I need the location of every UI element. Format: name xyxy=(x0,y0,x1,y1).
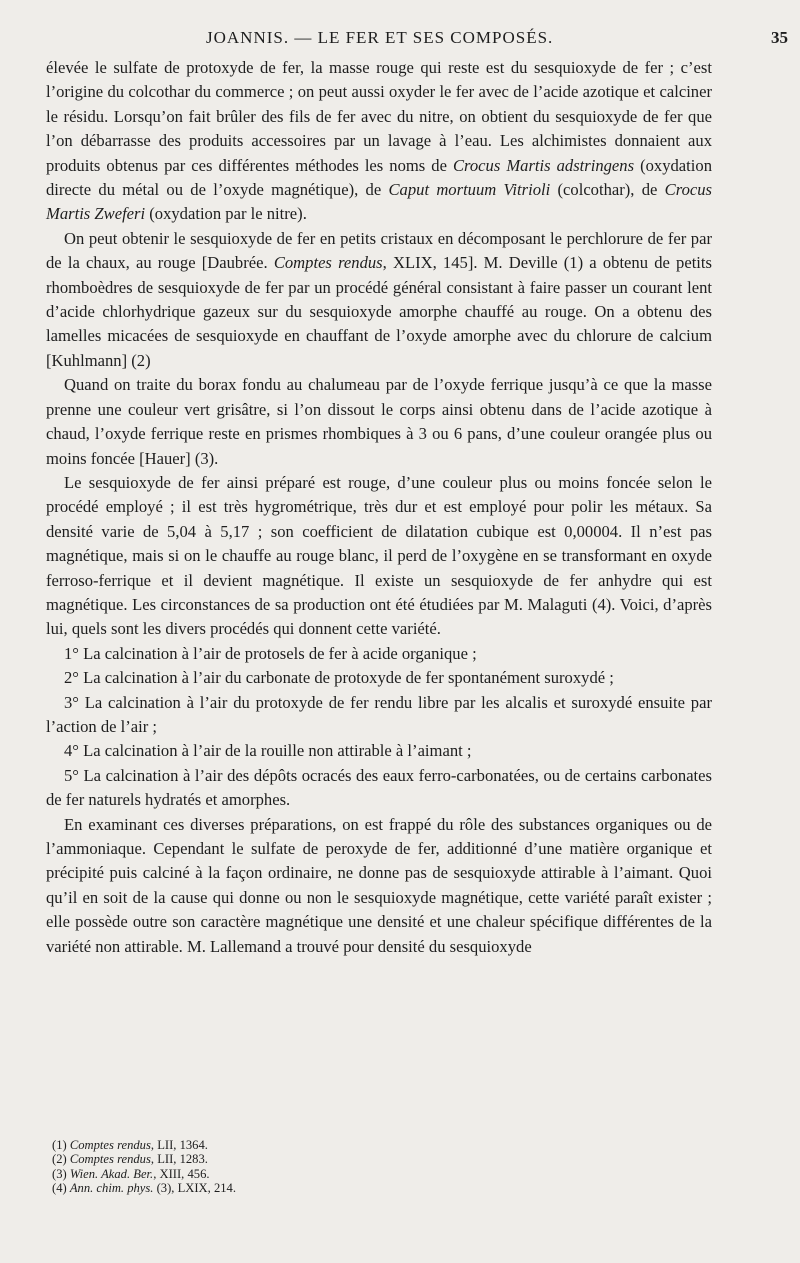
text-run: 2° La calcination à l’air du carbonate de protoxyde de fer spontanément suroxydé ; xyxy=(64,668,614,688)
text-run: 3° La calcination à l’air du protoxyde de fer rendu libre par les alcalis et suroxydé ensuite par l’action de l’air ; xyxy=(46,692,712,736)
paragraph xyxy=(46,666,712,690)
text-run: Quand on traite du borax fondu au chalumeau par de l’oxyde ferrique jusqu’à ce que la masse prenne une couleur vert grisâtre, si l’on dissout le corps ainsi obtenu dans de l’acide azotique à chaud, l’oxyde ferrique reste en prismes rhombiques à 3 ou 6 pans, d’une couleur orangée plus ou moins foncée [Hauer] (3). xyxy=(46,375,712,468)
italic-term: Caput mortuum Vitrioli xyxy=(388,180,551,200)
running-title: JOANNIS. — LE FER ET SES COMPOSÉS. xyxy=(206,28,554,47)
italic-term: Crocus Martis Zweferi xyxy=(46,180,712,224)
footnote-mark: (4) xyxy=(52,1181,67,1196)
footnote xyxy=(52,1138,236,1152)
italic-term: Comptes rendus xyxy=(273,253,383,273)
text-run: , XLIX, 145]. M. Deville (1) a obtenu de petits rhomboèdres de sesquioxyde de fer par un procédé général consistant à faire passer un courant lent d’acide chlorhydrique gazeux sur du sesquioxyde amorphe chauffé au rouge. On a obtenu des lamelles micacées de sesquioxyde en chauffant de l’oxyde amorphe avec du chlorure de calcium [Kuhlmann] (2) xyxy=(46,253,712,370)
text-run: élevée le sulfate de protoxyde de fer, la masse rouge qui reste est du sesquioxyde de fer ; c’est l’origine du colcothar du commerce ; on peut aussi oxyder le fer avec de l’acide azotique et calciner le résidu. Lorsqu’on fait brûler des fils de fer avec du nitre, on obtient du sesquioxyde de fer que l’on débarrasse des produits accessoires par un lavage à l’eau. Les alchimistes donnaient aux produits obtenus par ces différentes méthodes les noms de xyxy=(46,58,712,175)
text-run: 5° La calcination à l’air des dépôts ocracés des eaux ferro-carbonatées, ou de certains carbonates de fer naturels hydratés et amorphes. xyxy=(46,765,712,810)
page-number: 35 xyxy=(771,28,788,47)
text-run: (oxydation par le nitre). xyxy=(145,204,307,224)
footnote-mark: (2) xyxy=(52,1152,67,1167)
footnote-source: Comptes rendus xyxy=(69,1138,151,1152)
paragraph xyxy=(46,764,712,813)
paragraph xyxy=(46,373,712,471)
text-run: On peut obtenir le sesquioxyde de fer en petits cristaux en décomposant le perchlorure de fer par de la chaux, au rouge [Daubrée. xyxy=(46,228,712,273)
paragraph xyxy=(46,471,712,642)
text-run: En examinant ces diverses préparations, on est frappé du rôle des substances organiques ou de l’ammoniaque. Cependant le sulfate de peroxyde de fer, additionné d’une matière organique et précipité puis calciné à la façon ordinaire, ne donne pas de sesquioxyde attirable à l’aimant. Quoi qu’il en soit de la cause qui donne ou non le sesquioxyde magnétique, cette variété paraît exister ; elle possède outre son caractère magnétique une densité et une chaleur spécifique différentes de la variété non attirable. M. Lallemand a trouvé pour densité du sesquioxyde xyxy=(46,814,712,956)
footnotes xyxy=(52,1138,236,1196)
text-run: (oxydation directe du métal ou de l’oxyde magnétique), de xyxy=(46,155,712,200)
footnote xyxy=(52,1167,236,1181)
page-header xyxy=(46,22,788,56)
footnote-reference: , XIII, 456. xyxy=(153,1166,210,1181)
footnote-reference: , LII, 1364. xyxy=(150,1138,208,1152)
text-run: 1° La calcination à l’air de protosels de fer à acide organique ; xyxy=(64,643,477,663)
footnote-source: Wien. Akad. Ber. xyxy=(69,1166,154,1181)
footnote xyxy=(52,1181,236,1195)
footnote-source: Comptes rendus xyxy=(69,1152,151,1167)
text-run: (colcothar), de xyxy=(550,180,665,200)
footnote-source: Ann. chim. phys. xyxy=(69,1181,154,1196)
text-run: 4° La calcination à l’air de la rouille non attirable à l’aimant ; xyxy=(64,741,472,761)
paragraph xyxy=(46,56,712,227)
footnote-reference: (3), LXIX, 214. xyxy=(153,1181,236,1196)
italic-term: Crocus Martis adstringens xyxy=(452,155,635,175)
paragraph xyxy=(46,739,712,763)
paragraph xyxy=(46,642,712,666)
footnote-mark: (3) xyxy=(52,1166,67,1181)
footnote-mark: (1) xyxy=(52,1138,67,1152)
paragraph xyxy=(46,691,712,740)
paragraph xyxy=(46,813,712,959)
body-text xyxy=(46,56,712,959)
text-run: Le sesquioxyde de fer ainsi préparé est rouge, d’une couleur plus ou moins foncée selon le procédé employé ; il est très hygrométrique, très dur et est employé pour polir les métaux. Sa densité varie de 5,04 à 5,17 ; son coefficient de dilatation cubique est 0,00004. Il n’est pas magnétique, mais si on le chauffe au rouge blanc, il perd de l’oxygène en se transformant en oxyde ferroso-ferrique et il devient magnétique. Il existe un sesquioxyde de fer anhydre qui est magnétique. Les circonstances de sa production ont été étudiées par M. Malaguti (4). Voici, d’après lui, quels sont les divers procédés qui donnent cette variété. xyxy=(46,472,712,639)
footnote-reference: , LII, 1283. xyxy=(150,1152,208,1167)
footnote xyxy=(52,1152,236,1166)
paragraph xyxy=(46,227,712,373)
